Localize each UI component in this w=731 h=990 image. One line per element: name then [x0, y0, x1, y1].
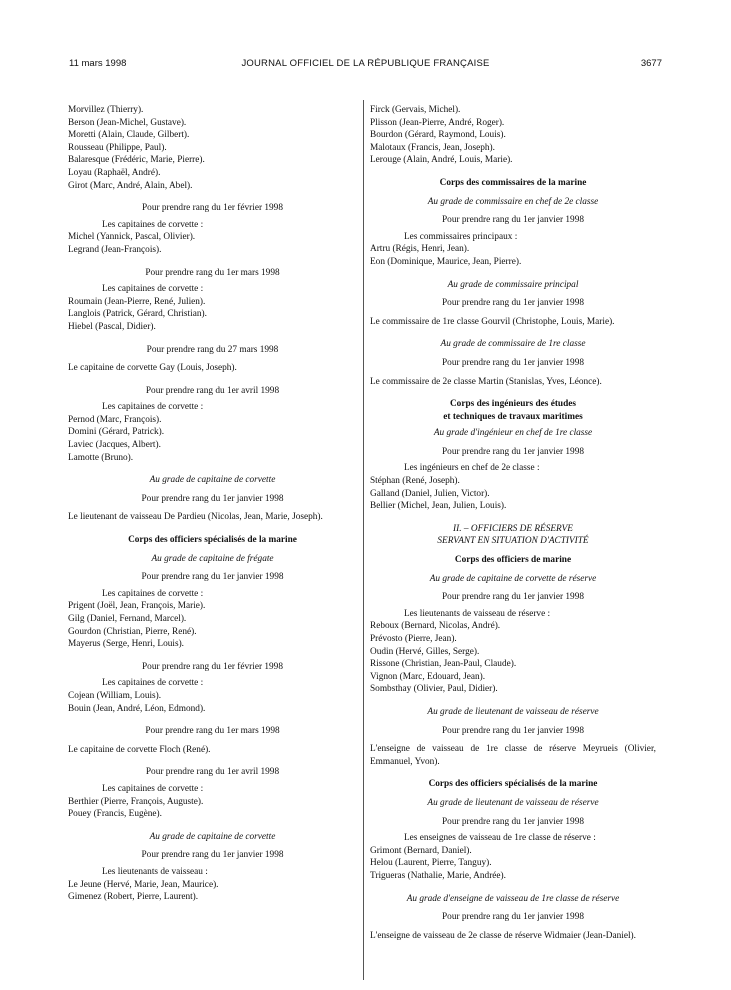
name-entry: Balaresque (Frédéric, Marie, Pierre). [68, 155, 205, 166]
name-entry: Pernod (Marc, François). [68, 414, 162, 425]
name-entry: Vignon (Marc, Edouard, Jean). [370, 671, 486, 682]
name-entry: Malotaux (Francis, Jean, Joseph). [370, 142, 495, 153]
list-intro: Les capitaines de corvette : [102, 783, 204, 794]
rank-date: Pour prendre rang du 1er janvier 1998 [442, 912, 584, 923]
name-entry: Pouey (Francis, Eugène). [68, 809, 162, 820]
rank-date: Pour prendre rang du 1er janvier 1998 [442, 446, 584, 457]
name-entry: Rousseau (Philippe, Paul). [68, 142, 167, 153]
name-entry: Cojean (William, Louis). [68, 690, 162, 701]
list-intro: Les enseignes de vaisseau de 1re classe de réserve : [404, 833, 596, 844]
name-entry: Reboux (Bernard, Nicolas, André). [370, 621, 501, 632]
rank-date: Pour prendre rang du 1er janvier 1998 [442, 298, 584, 309]
grade-heading: Au grade d'enseigne de vaisseau de 1re classe de réserve [406, 893, 620, 904]
list-intro: Les capitaines de corvette : [102, 284, 204, 295]
rank-date: Pour prendre rang du 1er avril 1998 [145, 767, 280, 778]
corps-heading: Corps des officiers spécialisés de la marine [428, 779, 598, 790]
name-entry: Hiebel (Pascal, Didier). [68, 321, 156, 332]
name-entry: Gimenez (Robert, Pierre, Laurent). [68, 892, 199, 903]
name-entry: Gilg (Daniel, Fernand, Marcel). [68, 614, 187, 624]
list-intro: Les capitaines de corvette : [102, 402, 204, 413]
name-entry: Moretti (Alain, Claude, Gilbert). [68, 130, 190, 141]
grade-heading: Au grade de capitaine de corvette [149, 831, 276, 842]
grade-heading: Au grade de commissaire principal [447, 279, 579, 290]
list-intro: Les capitaines de corvette : [102, 678, 204, 689]
name-entry: Galland (Daniel, Julien, Victor). [370, 488, 490, 499]
single-entry: Le commissaire de 2e classe Martin (Stanislas, Yves, Léonce). [370, 376, 602, 387]
name-entry: Bellier (Michel, Jean, Julien, Louis). [370, 501, 507, 512]
list-intro: Les lieutenants de vaisseau de réserve : [404, 608, 551, 619]
name-entry: Michel (Yannick, Pascal, Olivier). [68, 232, 196, 243]
right-column [370, 104, 656, 942]
name-list [68, 104, 357, 192]
rank-date: Pour prendre rang du 1er avril 1998 [145, 385, 280, 396]
name-list [370, 104, 656, 167]
name-list [68, 414, 357, 464]
name-entry: Bourdon (Gérard, Raymond, Louis). [370, 130, 506, 141]
name-entry: Berson (Jean-Michel, Gustave). [68, 117, 187, 128]
grade-heading: Au grade de commissaire en chef de 2e classe [427, 196, 599, 207]
rank-date: Pour prendre rang du 1er janvier 1998 [442, 592, 584, 603]
rank-date: Pour prendre rang du 1er janvier 1998 [442, 215, 584, 226]
rank-date: Pour prendre rang du 1er janvier 1998 [442, 357, 584, 368]
corps-heading: et techniques de travaux maritimes [443, 411, 583, 422]
name-entry: Helou (Laurent, Pierre, Tanguy). [370, 858, 492, 869]
name-entry: Eon (Dominique, Maurice, Jean, Pierre). [370, 256, 522, 267]
rank-date: Pour prendre rang du 1er mars 1998 [145, 726, 280, 737]
grade-heading: Au grade de lieutenant de vaisseau de réserve [427, 797, 599, 808]
corps-heading: Corps des officiers spécialisés de la marine [128, 535, 297, 546]
name-entry: Rissone (Christian, Jean-Paul, Claude). [370, 659, 517, 670]
name-list [68, 796, 357, 821]
name-entry: Lamotte (Bruno). [68, 452, 134, 463]
rank-date: Pour prendre rang du 1er janvier 1998 [141, 493, 284, 504]
grade-heading: Au grade de capitaine de corvette [149, 475, 276, 486]
name-entry: Sombsthay (Olivier, Paul, Didier). [370, 684, 498, 695]
name-entry: Firck (Gervais, Michel). [370, 105, 461, 115]
grade-heading: Au grade d'ingénieur en chef de 1re classe [433, 428, 593, 439]
name-entry: Girot (Marc, André, Alain, Abel). [68, 180, 193, 191]
grade-heading: Au grade de capitaine de corvette de réserve [429, 573, 597, 584]
single-entry: L'enseigne de vaisseau de 2e classe de réserve Widmaier (Jean-Daniel). [370, 930, 636, 941]
name-entry: Langlois (Patrick, Gérard, Christian). [68, 309, 207, 320]
single-entry: Le capitaine de corvette Floch (René). [68, 744, 211, 755]
grade-heading: Au grade de capitaine de frégate [151, 553, 274, 564]
list-intro: Les ingénieurs en chef de 2e classe : [404, 463, 540, 474]
name-list [68, 231, 357, 256]
name-entry: Lerouge (Alain, André, Louis, Marie). [370, 155, 513, 166]
name-entry: Domini (Gérard, Patrick). [68, 427, 165, 438]
rank-date: Pour prendre rang du 1er mars 1998 [145, 267, 280, 278]
name-entry: Prévosto (Pierre, Jean). [370, 634, 457, 644]
name-entry: Loyau (Raphaël, André). [68, 167, 161, 178]
single-entry: L'enseigne de vaisseau de 1re classe de réserve Meyrueis (Olivier, Emmanuel, Yvon). [370, 744, 656, 767]
name-entry: Berthier (Pierre, François, Auguste). [68, 796, 204, 807]
name-entry: Legrand (Jean-François). [68, 244, 162, 255]
rank-date: Pour prendre rang du 1er février 1998 [142, 203, 283, 214]
single-entry: Le lieutenant de vaisseau De Pardieu (Nicolas, Jean, Marie, Joseph). [68, 512, 323, 523]
single-entry: Le commissaire de 1re classe Gourvil (Christophe, Louis, Marie). [370, 316, 615, 327]
corps-heading: Corps des ingénieurs des études [449, 399, 577, 410]
section-heading: SERVANT EN SITUATION D'ACTIVITÉ [437, 536, 589, 547]
corps-heading: Corps des officiers de marine [454, 555, 572, 566]
name-entry: Artru (Régis, Henri, Jean). [370, 244, 470, 255]
list-intro: Les capitaines de corvette : [102, 219, 204, 230]
name-list [68, 296, 357, 334]
name-entry: Prigent (Joël, Jean, François, Marie). [68, 601, 206, 612]
list-intro: Les lieutenants de vaisseau : [102, 866, 208, 877]
name-entry: Plisson (Jean-Pierre, André, Roger). [370, 117, 505, 128]
name-entry: Bouin (Jean, André, Léon, Edmond). [68, 703, 206, 714]
rank-date: Pour prendre rang du 1er février 1998 [142, 661, 283, 672]
rank-date: Pour prendre rang du 27 mars 1998 [146, 344, 279, 355]
grade-heading: Au grade de commissaire de 1re classe [440, 339, 586, 350]
name-list [370, 475, 656, 513]
rank-date: Pour prendre rang du 1er janvier 1998 [141, 572, 284, 583]
name-entry: Grimont (Bernard, Daniel). [370, 845, 472, 856]
name-entry: Mayerus (Serge, Henri, Louis). [68, 639, 185, 650]
name-list [68, 879, 357, 904]
list-intro: Les capitaines de corvette : [102, 588, 204, 599]
section-heading: II. – OFFICIERS DE RÉSERVE [453, 523, 573, 534]
header-date: 11 mars 1998 [69, 58, 127, 69]
page-number: 3677 [640, 58, 662, 69]
name-entry: Roumain (Jean-Pierre, René, Julien). [68, 296, 206, 307]
list-intro: Les commissaires principaux : [404, 231, 518, 242]
name-entry: Oudin (Hervé, Gilles, Serge). [370, 646, 480, 657]
grade-heading: Au grade de lieutenant de vaisseau de réserve [427, 706, 599, 717]
name-list [370, 845, 656, 883]
left-column [68, 104, 357, 904]
name-entry: Laviec (Jacques, Albert). [68, 440, 161, 451]
name-entry: Le Jeune (Hervé, Marie, Jean, Maurice). [68, 879, 219, 890]
name-entry: Trigueras (Nathalie, Marie, Andrée). [370, 870, 506, 881]
name-list [370, 620, 656, 696]
name-list [68, 600, 357, 650]
name-entry: Morvillez (Thierry). [68, 105, 144, 115]
rank-date: Pour prendre rang du 1er janvier 1998 [442, 725, 584, 736]
single-entry: Le capitaine de corvette Gay (Louis, Joseph). [68, 363, 237, 374]
name-list [68, 690, 357, 715]
name-entry: Gourdon (Christian, Pierre, René). [68, 626, 197, 637]
page-header [0, 58, 731, 72]
column-divider [363, 100, 364, 980]
name-entry: Stéphan (René, Joseph). [370, 476, 460, 487]
rank-date: Pour prendre rang du 1er janvier 1998 [442, 816, 584, 827]
header-title: JOURNAL OFFICIEL DE LA RÉPUBLIQUE FRANÇAISE [241, 58, 490, 69]
name-list [370, 243, 656, 268]
rank-date: Pour prendre rang du 1er janvier 1998 [141, 850, 284, 861]
corps-heading: Corps des commissaires de la marine [439, 177, 587, 188]
